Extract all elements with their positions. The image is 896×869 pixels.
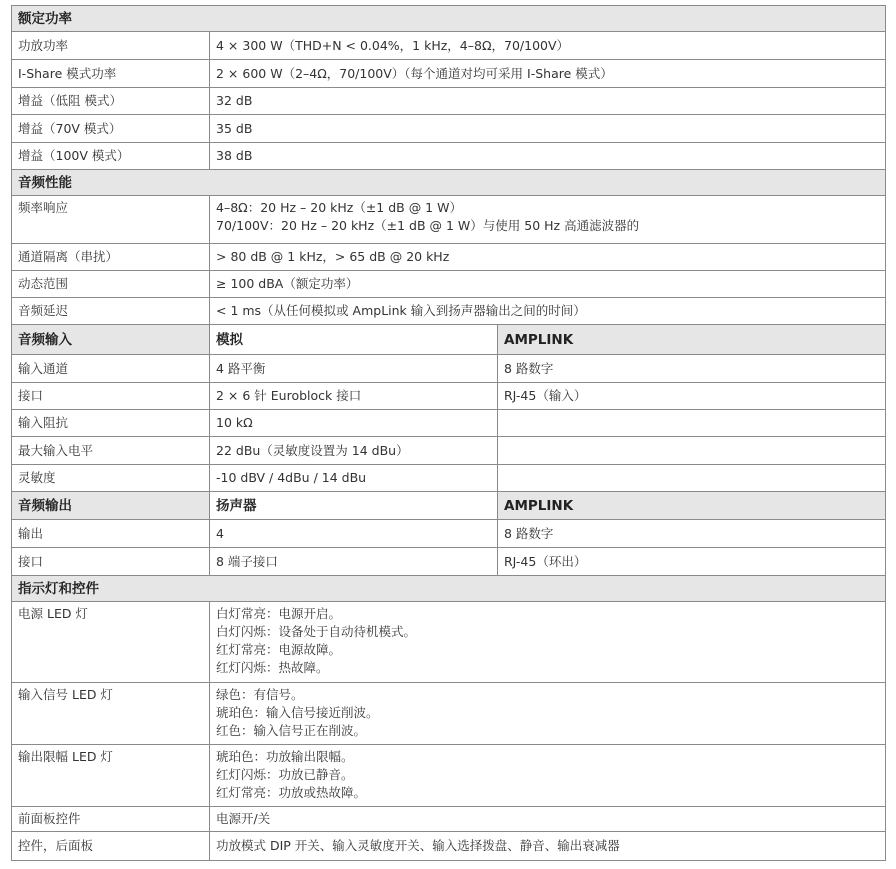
row-value: > 80 dB @ 1 kHz，> 65 dB @ 20 kHz [210, 244, 886, 271]
section-header-audio-performance [12, 170, 886, 196]
row-label: 输入通道 [12, 355, 210, 383]
table-row [12, 465, 886, 492]
table-row [12, 437, 886, 465]
row-value: ≥ 100 dBA（额定功率） [210, 271, 886, 298]
section-header-audio-input [12, 325, 886, 355]
row-value: 4 × 300 W（THD+N < 0.04%，1 kHz，4–8Ω，70/100V） [210, 32, 886, 60]
row-value-b [498, 465, 886, 492]
table-row [12, 683, 886, 745]
row-value-a: 8 端子接口 [210, 548, 498, 576]
section-title: 指示灯和控件 [12, 576, 886, 602]
row-label: 接口 [12, 383, 210, 410]
column-header-amplink: AMPLINK [498, 492, 886, 520]
text-line: 红色：输入信号正在削波。 [216, 723, 367, 738]
text-line: 红灯闪烁：热故障。 [216, 660, 329, 675]
column-header-speaker: 扬声器 [210, 492, 498, 520]
section-title: 音频输入 [12, 325, 210, 355]
row-label: 动态范围 [12, 271, 210, 298]
text-line: 红灯常亮：电源故障。 [216, 642, 342, 657]
section-header-rated-power [12, 6, 886, 32]
row-label: 通道隔离（串扰） [12, 244, 210, 271]
row-label: I-Share 模式功率 [12, 60, 210, 88]
table-row [12, 143, 886, 170]
table-row [12, 745, 886, 807]
row-value-b [498, 410, 886, 437]
section-header-indicators [12, 576, 886, 602]
table-row [12, 548, 886, 576]
row-value: 32 dB [210, 88, 886, 115]
row-value: 2 × 600 W（2–4Ω，70/100V）（每个通道对均可采用 I-Share 模式） [210, 60, 886, 88]
row-label: 电源 LED 灯 [12, 602, 210, 683]
column-header-analog: 模拟 [210, 325, 498, 355]
table-row [12, 355, 886, 383]
row-value-a: 4 [210, 520, 498, 548]
row-label: 功放功率 [12, 32, 210, 60]
row-value: < 1 ms（从任何模拟或 AmpLink 输入到扬声器输出之间的时间） [210, 298, 886, 325]
table-row [12, 115, 886, 143]
row-value: 电源开/关 [210, 807, 886, 832]
text-line: 4–8Ω：20 Hz – 20 kHz（±1 dB @ 1 W） [216, 200, 462, 215]
row-value-b: RJ-45（环出） [498, 548, 886, 576]
row-value-a: -10 dBV / 4dBu / 14 dBu [210, 465, 498, 492]
text-line: 红灯闪烁：功放已静音。 [216, 767, 354, 782]
row-value-b: 8 路数字 [498, 355, 886, 383]
table-row [12, 520, 886, 548]
table-row [12, 196, 886, 244]
row-value-b: RJ-45（输入） [498, 383, 886, 410]
table-row [12, 832, 886, 861]
row-label: 输出限幅 LED 灯 [12, 745, 210, 807]
table-row [12, 88, 886, 115]
row-value-a: 22 dBu（灵敏度设置为 14 dBu） [210, 437, 498, 465]
text-line: 绿色：有信号。 [216, 687, 304, 702]
table-row [12, 410, 886, 437]
row-label: 灵敏度 [12, 465, 210, 492]
row-label: 增益（低阻 模式） [12, 88, 210, 115]
text-line: 红灯常亮：功放或热故障。 [216, 785, 367, 800]
row-label: 音频延迟 [12, 298, 210, 325]
row-value [210, 745, 886, 807]
table-row [12, 60, 886, 88]
row-value: 35 dB [210, 115, 886, 143]
row-label: 增益（100V 模式） [12, 143, 210, 170]
row-label: 输入信号 LED 灯 [12, 683, 210, 745]
row-label: 最大输入电平 [12, 437, 210, 465]
table-row [12, 602, 886, 683]
row-label: 前面板控件 [12, 807, 210, 832]
section-header-audio-output [12, 492, 886, 520]
text-line: 琥珀色：功放输出限幅。 [216, 749, 354, 764]
row-label: 输入阻抗 [12, 410, 210, 437]
table-row [12, 244, 886, 271]
section-title: 音频输出 [12, 492, 210, 520]
table-row [12, 32, 886, 60]
row-value [210, 196, 886, 244]
section-title: 音频性能 [12, 170, 886, 196]
row-label: 输出 [12, 520, 210, 548]
row-label: 接口 [12, 548, 210, 576]
row-value: 功放模式 DIP 开关、输入灵敏度开关、输入选择拨盘、静音、输出衰减器 [210, 832, 886, 861]
row-value-a: 10 kΩ [210, 410, 498, 437]
row-value: 38 dB [210, 143, 886, 170]
table-row [12, 383, 886, 410]
row-value [210, 602, 886, 683]
row-value-a: 2 × 6 针 Euroblock 接口 [210, 383, 498, 410]
section-title: 额定功率 [12, 6, 886, 32]
text-line: 琥珀色：输入信号接近削波。 [216, 705, 379, 720]
row-label: 增益（70V 模式） [12, 115, 210, 143]
row-value-b: 8 路数字 [498, 520, 886, 548]
table-row [12, 807, 886, 832]
row-value-b [498, 437, 886, 465]
row-label: 控件，后面板 [12, 832, 210, 861]
text-line: 白灯闪烁：设备处于自动待机模式。 [216, 624, 417, 639]
column-header-amplink: AMPLINK [498, 325, 886, 355]
row-value [210, 683, 886, 745]
text-line: 70/100V：20 Hz – 20 kHz（±1 dB @ 1 W）与使用 50 Hz 高通滤波器的 [216, 218, 640, 233]
table-row [12, 298, 886, 325]
table-row [12, 271, 886, 298]
row-label: 频率响应 [12, 196, 210, 244]
spec-table [11, 5, 886, 861]
text-line: 白灯常亮：电源开启。 [216, 606, 342, 621]
row-value-a: 4 路平衡 [210, 355, 498, 383]
